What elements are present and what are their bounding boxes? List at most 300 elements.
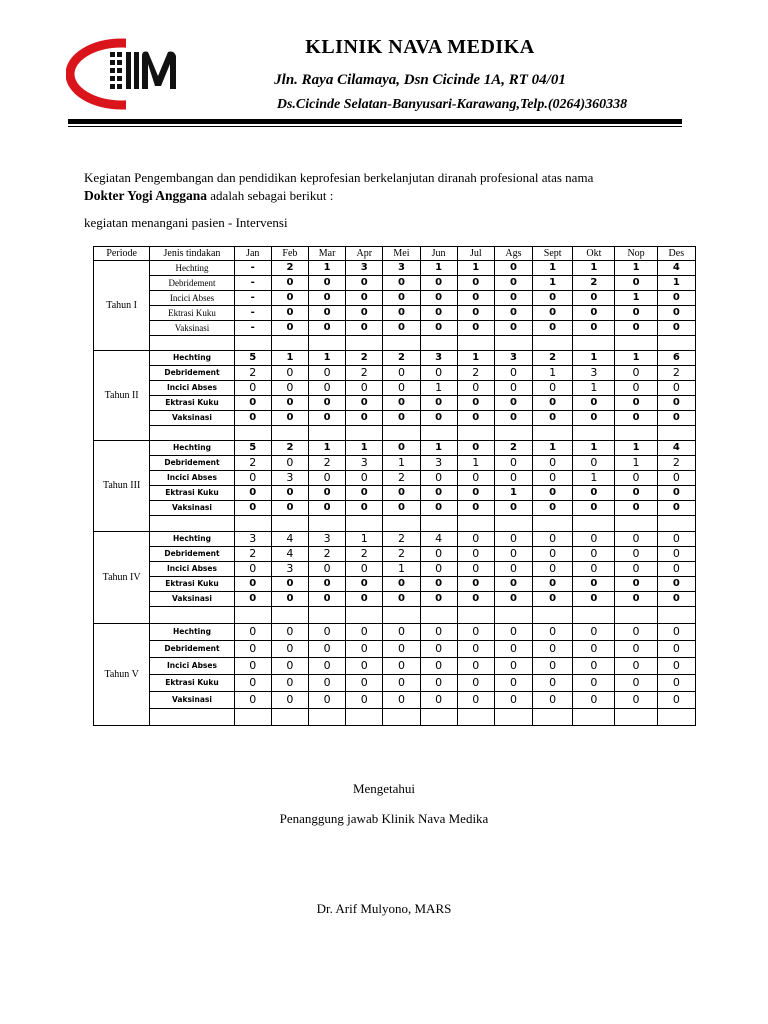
- header-month: Mei: [383, 247, 420, 261]
- value-cell: 0: [657, 471, 695, 486]
- period-label: Tahun IV: [94, 532, 150, 624]
- table-header-row: [94, 247, 696, 261]
- empty-cell: [573, 709, 615, 726]
- empty-cell: [494, 336, 532, 351]
- header-rule-thin: [68, 126, 682, 127]
- value-cell: 0: [573, 547, 615, 562]
- activity-label: Incici Abses: [150, 381, 234, 396]
- empty-cell: [494, 607, 532, 624]
- empty-cell: [346, 516, 383, 532]
- empty-cell: [383, 607, 420, 624]
- value-cell: 0: [615, 276, 657, 291]
- value-cell: 0: [573, 624, 615, 641]
- table-row: [94, 321, 696, 336]
- empty-cell: [494, 709, 532, 726]
- period-label: Tahun I: [94, 261, 150, 351]
- value-cell: 1: [615, 456, 657, 471]
- empty-cell: [271, 709, 308, 726]
- value-cell: 1: [494, 486, 532, 501]
- value-cell: 0: [420, 501, 457, 516]
- activity-label: Vaksinasi: [150, 592, 234, 607]
- table-spacer-row: [94, 336, 696, 351]
- activity-label: Vaksinasi: [150, 321, 234, 336]
- period-label: Tahun V: [94, 624, 150, 726]
- value-cell: 0: [494, 261, 532, 276]
- empty-cell: [573, 516, 615, 532]
- value-cell: 0: [234, 577, 271, 592]
- value-cell: 0: [657, 411, 695, 426]
- empty-cell: [615, 607, 657, 624]
- value-cell: 0: [271, 366, 308, 381]
- value-cell: 2: [346, 547, 383, 562]
- value-cell: 0: [271, 411, 308, 426]
- value-cell: 0: [494, 471, 532, 486]
- value-cell: 0: [346, 411, 383, 426]
- table-row: [94, 547, 696, 562]
- header-month: Mar: [309, 247, 346, 261]
- value-cell: 0: [615, 486, 657, 501]
- value-cell: 0: [420, 592, 457, 607]
- table-row: [94, 381, 696, 396]
- value-cell: 0: [615, 366, 657, 381]
- value-cell: 0: [494, 675, 532, 692]
- empty-cell: [309, 709, 346, 726]
- value-cell: 2: [346, 366, 383, 381]
- value-cell: 0: [615, 547, 657, 562]
- value-cell: 0: [657, 486, 695, 501]
- value-cell: 0: [383, 321, 420, 336]
- value-cell: 0: [346, 562, 383, 577]
- value-cell: 1: [573, 381, 615, 396]
- value-cell: 0: [533, 501, 573, 516]
- value-cell: 0: [457, 486, 494, 501]
- value-cell: 0: [234, 641, 271, 658]
- value-cell: 0: [383, 592, 420, 607]
- value-cell: 0: [383, 641, 420, 658]
- value-cell: 0: [383, 486, 420, 501]
- value-cell: 1: [309, 441, 346, 456]
- address-line-1: Jln. Raya Cilamaya, Dsn Cicinde 1A, RT 04/01: [274, 72, 566, 88]
- value-cell: -: [234, 261, 271, 276]
- value-cell: 0: [383, 381, 420, 396]
- value-cell: 0: [494, 306, 532, 321]
- value-cell: 0: [657, 547, 695, 562]
- empty-cell: [457, 516, 494, 532]
- value-cell: 0: [573, 291, 615, 306]
- table-row: [94, 658, 696, 675]
- table-row: [94, 486, 696, 501]
- empty-cell: [615, 336, 657, 351]
- value-cell: 0: [271, 675, 308, 692]
- value-cell: 0: [533, 381, 573, 396]
- value-cell: 0: [615, 675, 657, 692]
- value-cell: 1: [420, 261, 457, 276]
- empty-cell: [457, 336, 494, 351]
- value-cell: 0: [457, 675, 494, 692]
- value-cell: 0: [383, 366, 420, 381]
- empty-cell: [383, 516, 420, 532]
- value-cell: 0: [457, 562, 494, 577]
- value-cell: 0: [420, 291, 457, 306]
- value-cell: 0: [271, 641, 308, 658]
- value-cell: 0: [494, 366, 532, 381]
- value-cell: -: [234, 306, 271, 321]
- table-subtitle: kegiatan menangani pasien - Intervensi: [84, 215, 288, 230]
- empty-cell: [346, 709, 383, 726]
- header-month: Ags: [494, 247, 532, 261]
- empty-cell: [657, 516, 695, 532]
- empty-cell: [420, 516, 457, 532]
- value-cell: 0: [420, 658, 457, 675]
- value-cell: 0: [533, 456, 573, 471]
- value-cell: 0: [457, 577, 494, 592]
- value-cell: 0: [657, 592, 695, 607]
- empty-cell: [533, 607, 573, 624]
- value-cell: 0: [533, 486, 573, 501]
- table-row: [94, 624, 696, 641]
- activity-label: Incici Abses: [150, 658, 234, 675]
- empty-cell: [615, 709, 657, 726]
- header-month: Jan: [234, 247, 271, 261]
- value-cell: 2: [657, 366, 695, 381]
- value-cell: 0: [533, 692, 573, 709]
- value-cell: 0: [494, 321, 532, 336]
- value-cell: 1: [615, 351, 657, 366]
- value-cell: 0: [234, 675, 271, 692]
- empty-cell: [271, 426, 308, 441]
- value-cell: 0: [420, 306, 457, 321]
- empty-cell: [309, 336, 346, 351]
- value-cell: 0: [494, 276, 532, 291]
- value-cell: 1: [657, 276, 695, 291]
- value-cell: 1: [615, 291, 657, 306]
- value-cell: 0: [234, 501, 271, 516]
- value-cell: 0: [234, 624, 271, 641]
- table-row: [94, 456, 696, 471]
- value-cell: 0: [657, 381, 695, 396]
- value-cell: 2: [309, 456, 346, 471]
- value-cell: 1: [346, 441, 383, 456]
- empty-cell: [383, 336, 420, 351]
- value-cell: 0: [615, 471, 657, 486]
- value-cell: 3: [346, 456, 383, 471]
- value-cell: 0: [309, 366, 346, 381]
- table-row: [94, 351, 696, 366]
- value-cell: 0: [271, 456, 308, 471]
- activity-label: Debridement: [150, 641, 234, 658]
- value-cell: 0: [383, 306, 420, 321]
- value-cell: 0: [346, 658, 383, 675]
- value-cell: 0: [346, 641, 383, 658]
- activity-label: Vaksinasi: [150, 692, 234, 709]
- empty-cell: [457, 607, 494, 624]
- value-cell: 0: [346, 501, 383, 516]
- value-cell: 0: [346, 381, 383, 396]
- empty-cell: [383, 426, 420, 441]
- table-row: [94, 641, 696, 658]
- header-month: Jun: [420, 247, 457, 261]
- value-cell: 1: [615, 261, 657, 276]
- value-cell: 0: [309, 396, 346, 411]
- value-cell: 0: [346, 291, 383, 306]
- value-cell: 2: [383, 471, 420, 486]
- table-row: [94, 692, 696, 709]
- activity-label: Vaksinasi: [150, 411, 234, 426]
- value-cell: 0: [271, 291, 308, 306]
- header-rule-thick: [68, 119, 682, 124]
- empty-cell: [234, 709, 271, 726]
- value-cell: 0: [615, 592, 657, 607]
- table-row: [94, 261, 696, 276]
- value-cell: 0: [457, 441, 494, 456]
- value-cell: 0: [383, 692, 420, 709]
- activity-label: Hechting: [150, 441, 234, 456]
- table-row: [94, 471, 696, 486]
- value-cell: 0: [533, 641, 573, 658]
- value-cell: 4: [271, 547, 308, 562]
- value-cell: 0: [346, 276, 383, 291]
- empty-cell: [346, 336, 383, 351]
- value-cell: 0: [457, 547, 494, 562]
- value-cell: 1: [573, 471, 615, 486]
- value-cell: 0: [657, 501, 695, 516]
- value-cell: 0: [234, 692, 271, 709]
- value-cell: 0: [234, 381, 271, 396]
- value-cell: 0: [383, 675, 420, 692]
- value-cell: 0: [420, 641, 457, 658]
- value-cell: 0: [271, 381, 308, 396]
- empty-cell: [573, 426, 615, 441]
- empty-cell: [615, 426, 657, 441]
- value-cell: 0: [657, 641, 695, 658]
- empty-cell: [573, 607, 615, 624]
- value-cell: 0: [420, 562, 457, 577]
- value-cell: 6: [657, 351, 695, 366]
- signatory-name: Dr. Arif Mulyono, MARS: [316, 901, 452, 916]
- value-cell: 0: [309, 641, 346, 658]
- value-cell: 1: [573, 441, 615, 456]
- value-cell: 0: [533, 471, 573, 486]
- value-cell: 0: [457, 692, 494, 709]
- empty-cell: [494, 426, 532, 441]
- value-cell: 0: [271, 321, 308, 336]
- value-cell: 0: [457, 532, 494, 547]
- value-cell: 0: [533, 577, 573, 592]
- activity-label: Debridement: [150, 456, 234, 471]
- value-cell: 0: [383, 577, 420, 592]
- empty-cell: [150, 516, 234, 532]
- value-cell: 0: [383, 291, 420, 306]
- empty-cell: [420, 426, 457, 441]
- empty-cell: [346, 607, 383, 624]
- value-cell: 4: [271, 532, 308, 547]
- value-cell: 0: [615, 306, 657, 321]
- empty-cell: [234, 426, 271, 441]
- empty-cell: [150, 607, 234, 624]
- value-cell: 0: [657, 692, 695, 709]
- value-cell: 0: [346, 306, 383, 321]
- value-cell: 0: [533, 562, 573, 577]
- value-cell: -: [234, 291, 271, 306]
- value-cell: 0: [309, 624, 346, 641]
- value-cell: 0: [533, 411, 573, 426]
- activity-label: Debridement: [150, 547, 234, 562]
- value-cell: 0: [346, 592, 383, 607]
- activity-label: Debridement: [150, 276, 234, 291]
- value-cell: 0: [346, 624, 383, 641]
- value-cell: 0: [309, 306, 346, 321]
- empty-cell: [346, 426, 383, 441]
- empty-cell: [150, 336, 234, 351]
- value-cell: 0: [234, 396, 271, 411]
- acknowledged-label: Mengetahui: [352, 781, 416, 796]
- value-cell: 2: [234, 456, 271, 471]
- value-cell: 0: [420, 675, 457, 692]
- value-cell: 0: [657, 675, 695, 692]
- table-row: [94, 501, 696, 516]
- value-cell: 0: [457, 396, 494, 411]
- table-row: [94, 366, 696, 381]
- table-row: [94, 675, 696, 692]
- value-cell: 0: [657, 624, 695, 641]
- activity-label: Hechting: [150, 261, 234, 276]
- table-row: [94, 441, 696, 456]
- value-cell: 0: [494, 291, 532, 306]
- value-cell: 0: [309, 501, 346, 516]
- value-cell: 0: [533, 675, 573, 692]
- activity-label: Hechting: [150, 624, 234, 641]
- value-cell: 0: [615, 532, 657, 547]
- value-cell: 0: [573, 577, 615, 592]
- value-cell: 1: [420, 381, 457, 396]
- value-cell: 0: [573, 675, 615, 692]
- value-cell: 0: [457, 592, 494, 607]
- value-cell: 3: [420, 456, 457, 471]
- activity-label: Incici Abses: [150, 471, 234, 486]
- value-cell: 0: [533, 624, 573, 641]
- value-cell: 0: [573, 641, 615, 658]
- value-cell: 0: [271, 396, 308, 411]
- value-cell: 1: [309, 351, 346, 366]
- value-cell: 0: [533, 592, 573, 607]
- value-cell: 1: [573, 351, 615, 366]
- value-cell: 0: [420, 321, 457, 336]
- value-cell: 2: [234, 366, 271, 381]
- value-cell: 1: [346, 532, 383, 547]
- empty-cell: [234, 607, 271, 624]
- value-cell: 0: [234, 658, 271, 675]
- value-cell: 2: [533, 351, 573, 366]
- empty-cell: [657, 709, 695, 726]
- value-cell: 0: [615, 381, 657, 396]
- value-cell: 0: [533, 321, 573, 336]
- value-cell: 2: [573, 276, 615, 291]
- value-cell: 0: [573, 396, 615, 411]
- value-cell: 2: [383, 532, 420, 547]
- value-cell: 0: [234, 592, 271, 607]
- value-cell: 2: [657, 456, 695, 471]
- value-cell: 0: [420, 692, 457, 709]
- value-cell: 0: [533, 658, 573, 675]
- value-cell: 2: [383, 547, 420, 562]
- value-cell: 0: [573, 456, 615, 471]
- value-cell: 3: [234, 532, 271, 547]
- value-cell: 0: [615, 658, 657, 675]
- doctor-name: Dokter Yogi Anggana: [84, 188, 208, 203]
- value-cell: 0: [494, 547, 532, 562]
- table-spacer-row: [94, 607, 696, 624]
- value-cell: 0: [494, 411, 532, 426]
- table-row: [94, 396, 696, 411]
- value-cell: 0: [234, 486, 271, 501]
- value-cell: 1: [457, 261, 494, 276]
- value-cell: 0: [309, 577, 346, 592]
- value-cell: 0: [383, 501, 420, 516]
- table-row: [94, 306, 696, 321]
- value-cell: 3: [309, 532, 346, 547]
- value-cell: 0: [420, 411, 457, 426]
- value-cell: 0: [657, 562, 695, 577]
- period-label: Tahun III: [94, 441, 150, 532]
- empty-cell: [420, 709, 457, 726]
- empty-cell: [533, 709, 573, 726]
- value-cell: 2: [234, 547, 271, 562]
- empty-cell: [615, 516, 657, 532]
- empty-cell: [657, 607, 695, 624]
- value-cell: 5: [234, 351, 271, 366]
- empty-cell: [234, 336, 271, 351]
- value-cell: 0: [457, 321, 494, 336]
- table-spacer-row: [94, 426, 696, 441]
- value-cell: 0: [494, 381, 532, 396]
- value-cell: 1: [271, 351, 308, 366]
- value-cell: 0: [271, 577, 308, 592]
- value-cell: 0: [346, 396, 383, 411]
- activity-label: Ektrasi Kuku: [150, 675, 234, 692]
- value-cell: 0: [657, 321, 695, 336]
- value-cell: 0: [533, 547, 573, 562]
- value-cell: 4: [657, 441, 695, 456]
- empty-cell: [271, 516, 308, 532]
- value-cell: 0: [309, 321, 346, 336]
- value-cell: 0: [573, 592, 615, 607]
- clinic-name: KLINIK NAVA MEDIKA: [305, 36, 535, 58]
- intro-line-2: adalah sebagai berikut :: [207, 188, 334, 203]
- value-cell: 0: [309, 692, 346, 709]
- table-row: [94, 577, 696, 592]
- empty-cell: [420, 607, 457, 624]
- value-cell: 0: [309, 658, 346, 675]
- value-cell: 1: [533, 441, 573, 456]
- value-cell: 0: [309, 486, 346, 501]
- value-cell: 2: [494, 441, 532, 456]
- value-cell: 0: [420, 366, 457, 381]
- intro-line-1: Kegiatan Pengembangan dan pendidikan keprofesian berkelanjutan diranah profesional atas nama: [84, 170, 594, 185]
- value-cell: 0: [271, 486, 308, 501]
- value-cell: 0: [494, 658, 532, 675]
- activity-label: Ektrasi Kuku: [150, 577, 234, 592]
- value-cell: 0: [657, 306, 695, 321]
- value-cell: 0: [494, 592, 532, 607]
- value-cell: 0: [346, 692, 383, 709]
- value-cell: 0: [271, 658, 308, 675]
- value-cell: 0: [383, 441, 420, 456]
- empty-cell: [533, 426, 573, 441]
- value-cell: 0: [615, 577, 657, 592]
- value-cell: 0: [533, 396, 573, 411]
- value-cell: 3: [383, 261, 420, 276]
- value-cell: 0: [615, 396, 657, 411]
